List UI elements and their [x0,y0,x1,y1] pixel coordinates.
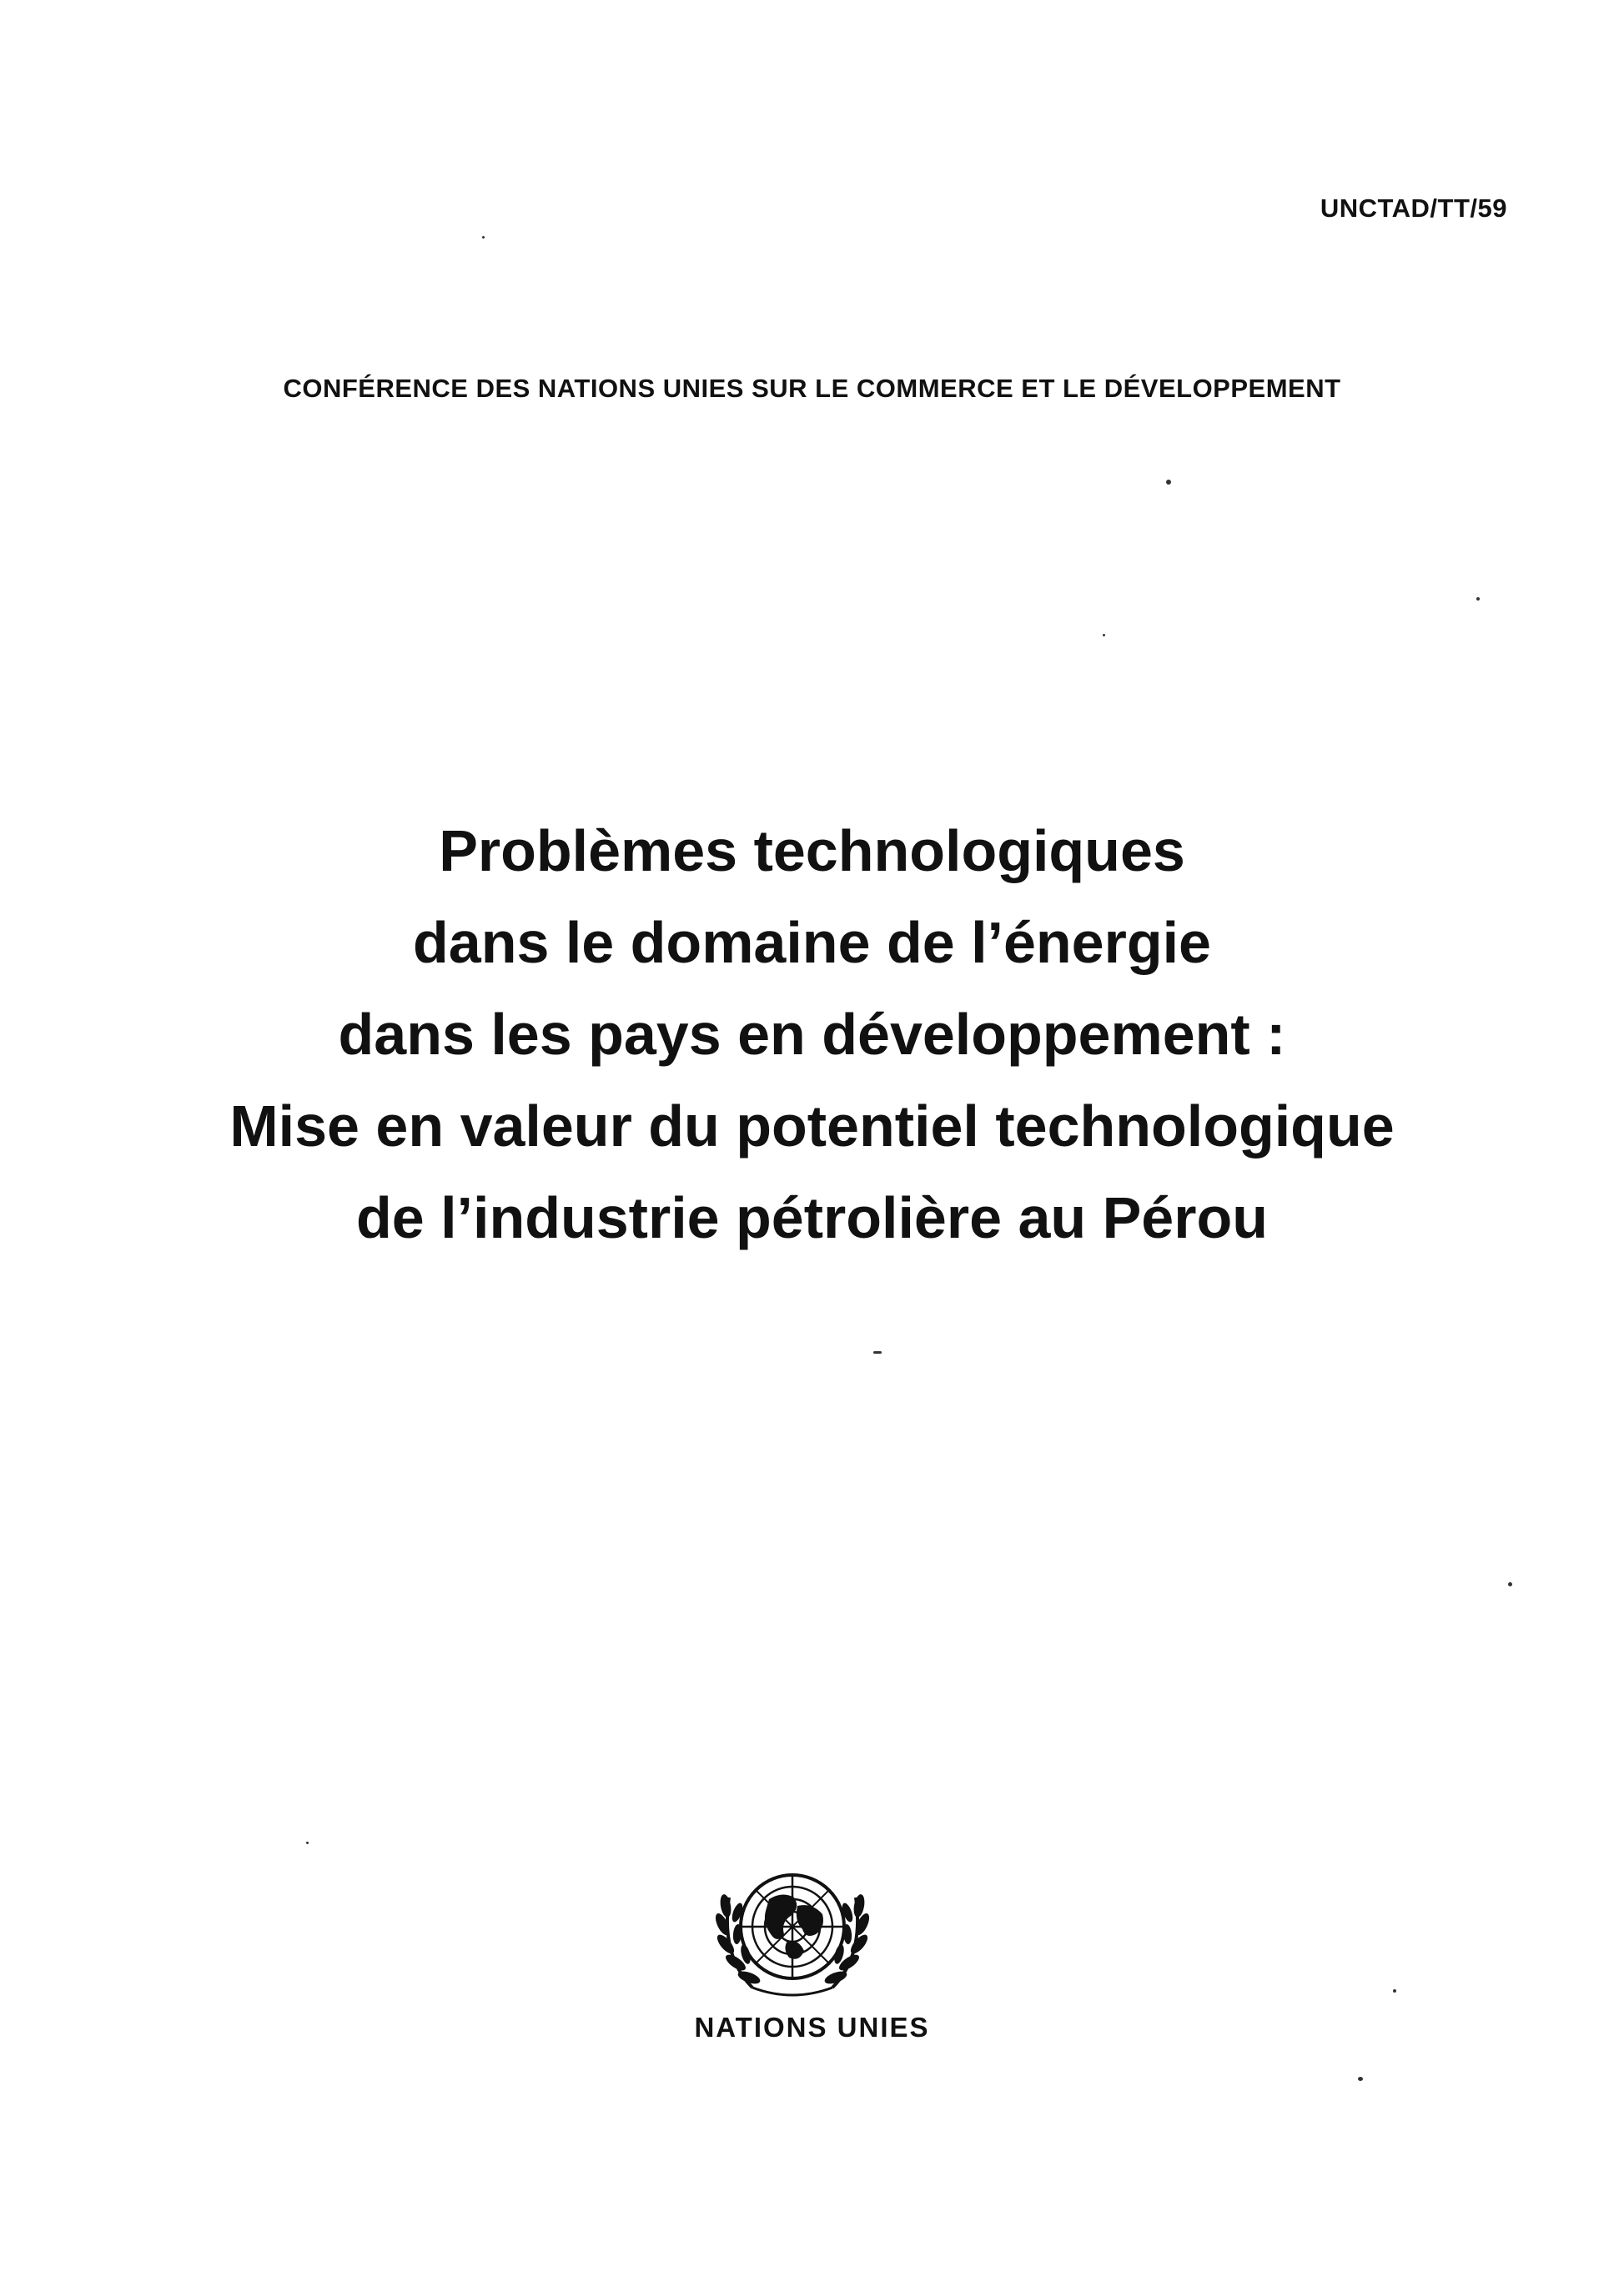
title-line-5: de l’industrie pétrolière au Pérou [355,1185,1269,1250]
scan-speck [482,236,485,239]
un-emblem-icon [701,1847,884,2014]
title-line-2: dans le domaine de l’énergie [413,910,1211,975]
title-line-1: Problèmes technologiques [439,818,1185,883]
scan-speck [1393,1989,1396,1993]
scan-speck [1508,1582,1512,1586]
publisher-name: NATIONS UNIES [694,2012,930,2043]
conference-name: CONFÉRENCE DES NATIONS UNIES SUR LE COMMERCE ET LE DÉVELOPPEMENT [283,374,1341,403]
document-title [0,805,1624,1264]
document-symbol: UNCTAD/TT/59 [1320,194,1507,223]
scan-speck [1358,2077,1363,2081]
scan-speck [1166,480,1171,485]
title-line-4: Mise en valeur du potentiel technologique [229,1093,1395,1159]
scan-speck [1103,634,1105,636]
scan-speck [306,1842,309,1844]
title-line-3: dans les pays en développement : [338,1002,1286,1067]
scan-speck [1476,597,1480,601]
scan-speck [873,1351,882,1354]
